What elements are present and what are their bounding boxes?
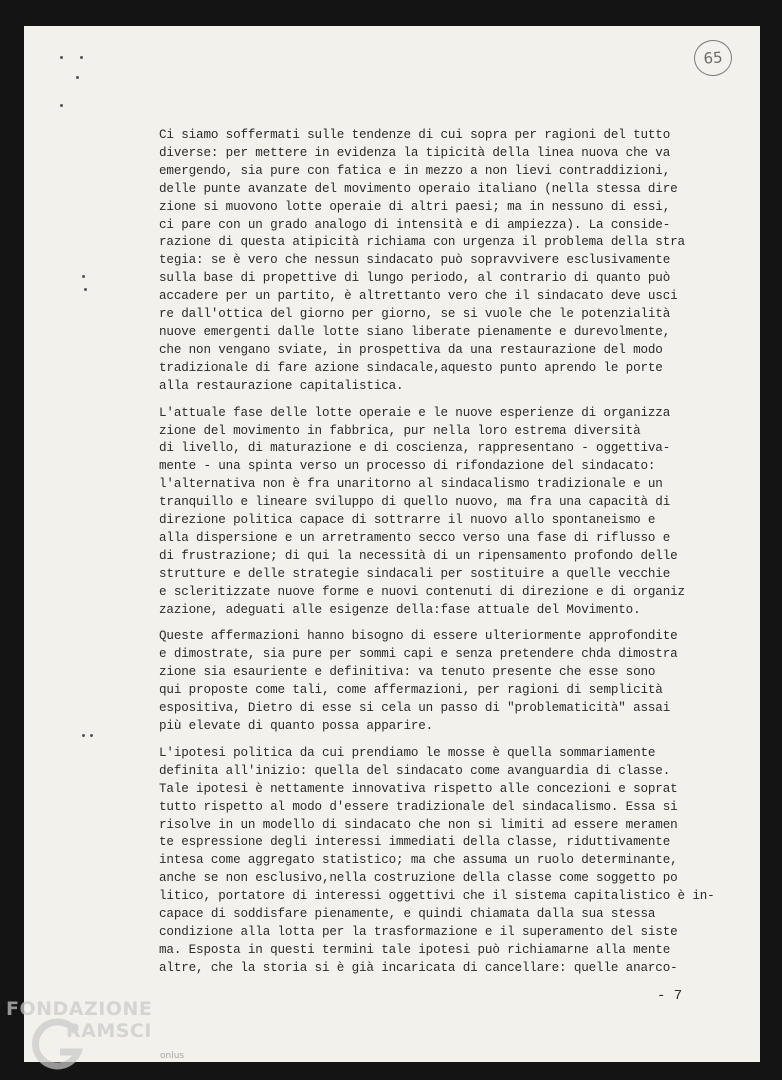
- text-line: Tale ipotesi è nettamente innovativa rispetto alle concezioni e soprat: [159, 781, 678, 796]
- fondazione-gramsci-watermark: [6, 996, 206, 1076]
- text-line: emergendo, sia pure con fatica e in mezzo a non lievi contraddizioni,: [159, 163, 671, 178]
- text-line: L'ipotesi politica da cui prendiamo le mosse è quella sommariamente: [159, 745, 656, 760]
- text-line: alla restaurazione capitalistica.: [159, 378, 404, 393]
- text-line: che non vengano sviate, in prospettiva da una restaurazione del modo: [159, 342, 663, 357]
- text-line: L'attuale fase delle lotte operaie e le nuove esperienze di organizza: [159, 405, 671, 420]
- text-line: tranquillo e lineare sviluppo di quello nuovo, ma fra una capacità di: [159, 495, 671, 510]
- watermark-line-3: onlus: [160, 1051, 185, 1061]
- text-line: più elevate di quanto possa apparire.: [159, 719, 434, 733]
- text-line: di frustrazione; di qui la necessità di un ripensamento profondo delle: [159, 548, 678, 563]
- paragraph-2: [159, 405, 685, 620]
- margin-mark: [60, 104, 63, 107]
- text-line: litico, portatore di interessi oggettivi che il sistema capitalistico è in-: [159, 889, 715, 904]
- margin-mark: [82, 734, 85, 737]
- watermark-line-1: FONDAZIONE: [6, 998, 153, 1020]
- text-line: tutto rispetto al modo d'essere tradizionale del sindacalismo. Essa si: [159, 799, 678, 814]
- text-line: diverse: per mettere in evidenza la tipicità della linea nuova che va: [159, 145, 671, 160]
- margin-mark: [84, 288, 87, 291]
- text-line: altre, che la storia si è già incaricata di cancellare: quelle anarco-: [159, 960, 678, 975]
- text-line: espositiva, Dietro di esse si cela un passo di "problematicità" assai: [159, 701, 671, 716]
- watermark-line-2: RAMSCI: [66, 1020, 152, 1042]
- text-line: nuove emergenti dalle lotte siano liberate pienamente e durevolmente,: [159, 324, 671, 339]
- text-line: condizione alla lotta per la trasformazione e il superamento del siste: [159, 924, 678, 939]
- margin-mark: [82, 275, 85, 278]
- margin-mark: [80, 56, 83, 59]
- text-line: zione del movimento in fabbrica, pur nella loro estrema diversità: [159, 423, 641, 438]
- text-line: Queste affermazioni hanno bisogno di essere ulteriormente approfondite: [159, 629, 678, 644]
- text-line: di livello, di maturazione e di coscienza, rappresentano - oggettiva-: [159, 441, 671, 456]
- text-line: e dimostrate, sia pure per sommi capi e senza pretendere chda dimostra: [159, 647, 678, 662]
- text-line: tradizionale di fare azione sindacale,aquesto punto aprendo le porte: [159, 360, 663, 375]
- text-line: definita all'inizio: quella del sindacato come avanguardia di classe.: [159, 763, 671, 778]
- text-line: zione si muovono lotte operaie di altri paesi; ma in nessuno di essi,: [159, 199, 671, 214]
- handwritten-page-number: 65: [693, 39, 733, 78]
- text-line: e scleritizzate nuove forme e nuovi contenuti di direzione e di organiz: [159, 584, 685, 599]
- text-line: accadere per un partito, è altrettanto vero che il sindacato deve usci: [159, 289, 678, 304]
- margin-mark: [90, 734, 93, 737]
- paragraph-4: [159, 745, 715, 978]
- margin-mark: [60, 56, 63, 59]
- text-line: zazione, adeguati alle esigenze della:fase attuale del Movimento.: [159, 602, 641, 617]
- text-line: anche se non esclusivo,nella costruzione della classe come soggetto po: [159, 871, 678, 886]
- text-line: sulla base di propettive di lungo periodo, al contrario di quanto può: [159, 271, 671, 286]
- text-line: ma. Esposta in questi termini tale ipotesi può richiamarne alla mente: [159, 942, 671, 957]
- paragraph-3: [159, 628, 679, 735]
- page-footer-number: - 7: [657, 988, 683, 1004]
- text-line: mente - una spinta verso un processo di rifondazione del sindacato:: [159, 459, 656, 474]
- text-line: re dall'ottica del giorno per giorno, se si vuole che le potenzialità: [159, 307, 671, 322]
- document-body: [159, 127, 715, 987]
- text-line: l'alternativa non è fra unaritorno al sindacalismo tradizionale e un: [159, 477, 663, 492]
- text-line: Ci siamo soffermati sulle tendenze di cui sopra per ragioni del tutto: [159, 128, 671, 142]
- margin-mark: [76, 76, 79, 79]
- text-line: ci pare con un grado analogo di intensità e di ampiezza). La conside-: [159, 217, 671, 232]
- document-page: [24, 26, 760, 1062]
- text-line: strutture e delle strategie sindacali per sostituire a quelle vecchie: [159, 566, 671, 581]
- text-line: te espressione degli interessi immediati della classe, riduttivamente: [159, 835, 671, 850]
- text-line: delle punte avanzate del movimento operaio italiano (nella stessa dire: [159, 181, 678, 196]
- text-line: capace di soddisfare pienamente, e quindi chiamata dalla sua stessa: [159, 907, 656, 922]
- text-line: alla dispersione e un arretramento secco verso una fase di riflusso e: [159, 530, 671, 545]
- text-line: risolve in un modello di sindacato che non si limiti ad essere meramen: [159, 817, 678, 832]
- paragraph-1: [159, 127, 685, 396]
- text-line: direzione politica capace di sottrarre il nuovo allo spontaneismo e: [159, 513, 656, 528]
- text-line: razione di questa atipicità richiama con urgenza il problema della stra: [159, 235, 685, 250]
- text-line: qui proposte come tali, come affermazioni, per ragioni di semplicità: [159, 683, 663, 698]
- text-line: zione sia esauriente e definitiva: va tenuto presente che esse sono: [159, 665, 656, 680]
- text-line: tegia: se è vero che nessun sindacato può sopravvivere esclusivamente: [159, 253, 671, 268]
- text-line: intesa come aggregato statistico; ma che assuma un ruolo determinante,: [159, 853, 678, 868]
